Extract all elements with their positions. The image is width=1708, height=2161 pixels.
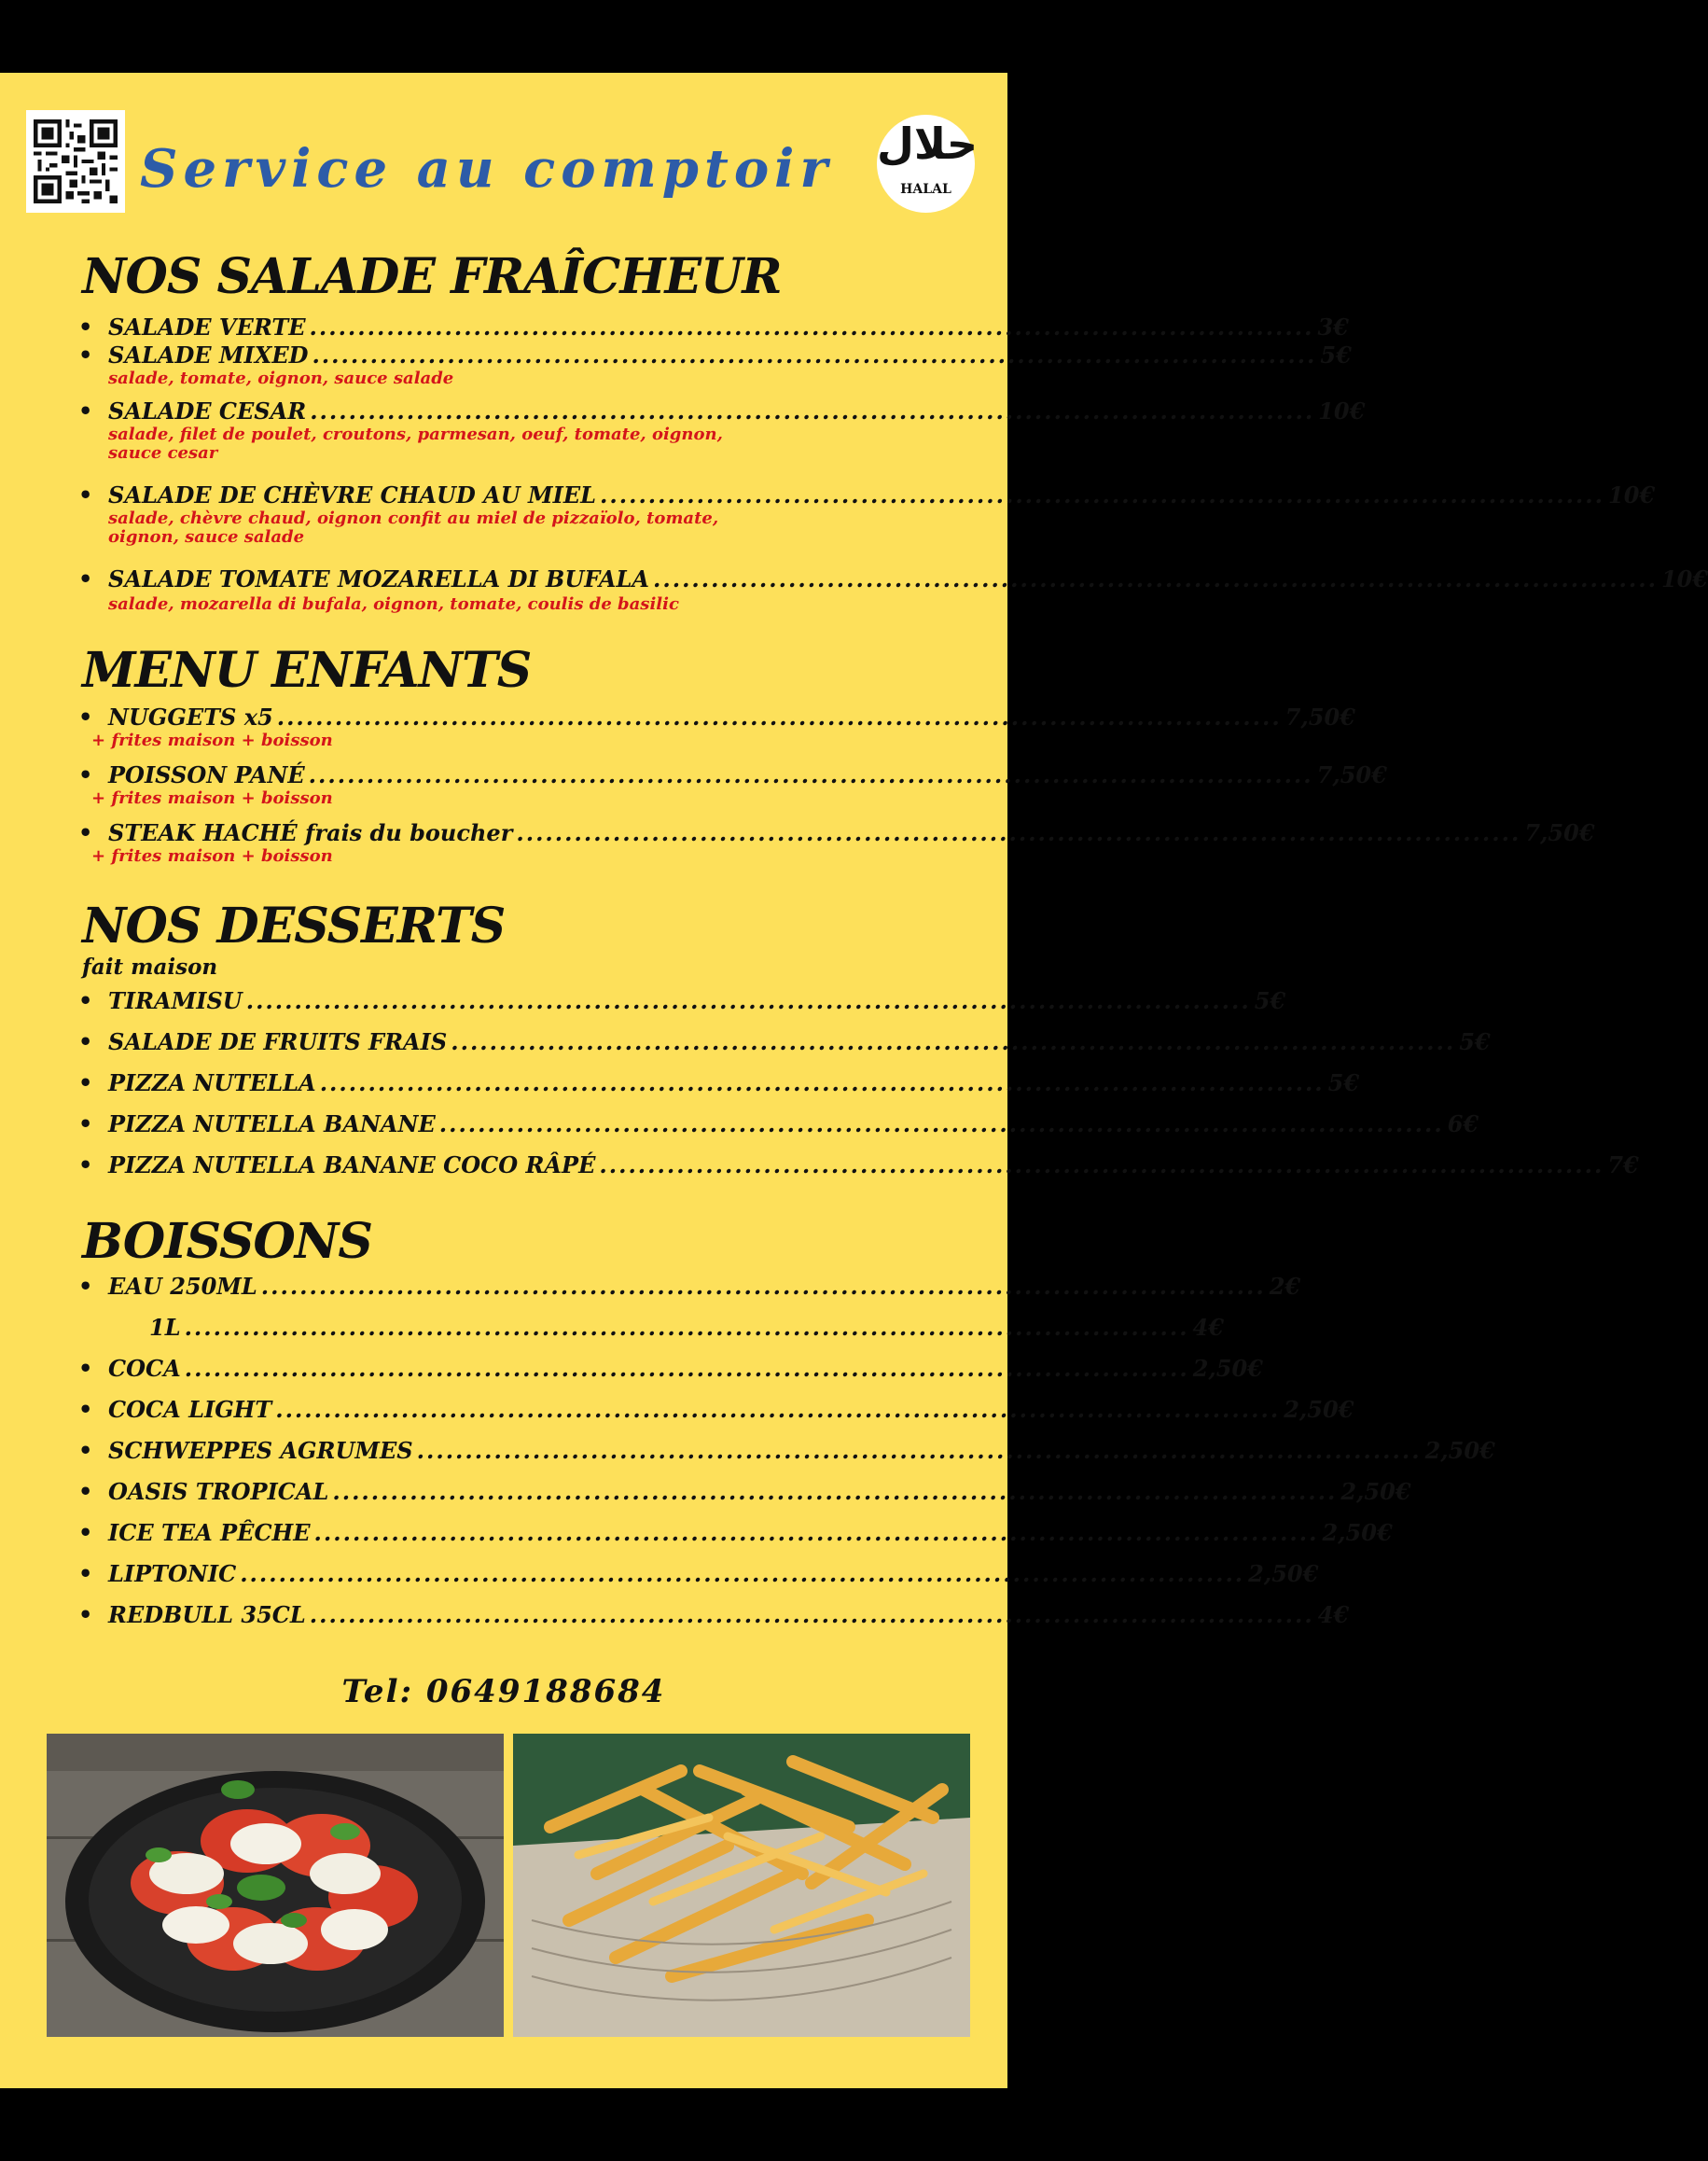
item-description: + frites maison + boisson [91, 788, 333, 808]
menu-item [78, 1069, 1360, 1096]
item-price: 5€ [1320, 342, 1352, 369]
menu-item [78, 1437, 1495, 1464]
item-price: 5€ [1459, 1028, 1491, 1055]
item-price: 7,50€ [1524, 819, 1595, 846]
menu-item [78, 704, 1355, 731]
dot-leader: ........................................................................................................ [275, 1396, 1281, 1423]
item-description: salade, chèvre chaud, oignon confit au miel de pizzaïolo, tomate, oignon, sauce salade [108, 509, 719, 547]
bullet-icon: • [78, 1601, 93, 1628]
item-name: OASIS TROPICAL [108, 1478, 329, 1505]
item-price: 10€ [1660, 565, 1708, 593]
service-title: Service au comptoir [140, 138, 833, 200]
bullet-icon: • [78, 481, 93, 509]
section-title-enfants: MENU ENFANTS [82, 642, 532, 699]
menu-item [78, 1110, 1479, 1137]
menu-item [78, 481, 1656, 509]
bullet-icon: • [78, 761, 93, 788]
menu-board [0, 73, 1708, 2088]
menu-item [78, 1151, 1639, 1178]
menu-item [78, 819, 1595, 846]
bullet-icon: • [78, 1069, 93, 1096]
bullet-icon: • [78, 1110, 93, 1137]
item-price: 2,50€ [1284, 1396, 1354, 1423]
item-description: salade, filet de poulet, croutons, parmesan, oeuf, tomate, oignon, sauce cesar [108, 425, 723, 463]
bullet-icon: • [78, 1560, 93, 1587]
dot-leader: ........................................................................................................ [260, 1273, 1266, 1300]
bullet-icon: • [78, 1273, 93, 1300]
item-price: 2,50€ [1424, 1437, 1495, 1464]
dot-leader: ........................................................................................................ [240, 1560, 1245, 1587]
dot-leader: ........................................................................................................ [516, 819, 1521, 846]
menu-item [78, 761, 1387, 788]
dot-leader: ........................................................................................................ [245, 987, 1251, 1014]
item-name: LIPTONIC [108, 1560, 237, 1587]
halal-arabic-text: حلال [877, 119, 978, 169]
item-name: SALADE DE FRUITS FRAIS [108, 1028, 448, 1055]
bullet-icon: • [78, 1151, 93, 1178]
item-price: 4€ [1317, 1601, 1350, 1628]
item-description: salade, tomate, oignon, sauce salade [108, 369, 454, 388]
dot-leader: ........................................................................................................ [653, 565, 1658, 593]
menu-item [78, 987, 1286, 1014]
caprese-salad-photo [47, 1734, 504, 2037]
item-name: PIZZA NUTELLA BANANE [108, 1110, 436, 1137]
bullet-icon: • [78, 1355, 93, 1382]
item-price: 3€ [1317, 314, 1349, 341]
bullet-icon: • [78, 987, 93, 1014]
item-name: EAU 250ML [108, 1273, 257, 1300]
item-price: 2,50€ [1192, 1355, 1263, 1382]
dot-leader: ........................................................................................................ [600, 481, 1604, 509]
bullet-icon: • [78, 1478, 93, 1505]
dot-leader: ........................................................................................................ [332, 1478, 1338, 1505]
menu-item [78, 397, 1366, 425]
menu-item [78, 1028, 1491, 1055]
menu-item [78, 1273, 1301, 1300]
item-name: SCHWEPPES AGRUMES [108, 1437, 413, 1464]
item-name: PIZZA NUTELLA [108, 1069, 316, 1096]
bullet-icon: • [78, 1437, 93, 1464]
item-description: + frites maison + boisson [91, 846, 333, 866]
menu-item [149, 1314, 1224, 1341]
bullet-icon: • [78, 819, 93, 846]
item-name: REDBULL 35CL [108, 1601, 306, 1628]
bullet-icon: • [78, 397, 93, 425]
item-price: 5€ [1327, 1069, 1360, 1096]
item-price: 2,50€ [1340, 1478, 1411, 1505]
item-price: 10€ [1318, 397, 1366, 425]
dot-leader: ........................................................................................................ [184, 1355, 1189, 1382]
item-name: POISSON PANÉ [108, 761, 305, 788]
bullet-icon: • [78, 704, 93, 731]
bullet-icon: • [78, 565, 93, 593]
item-price: 5€ [1254, 987, 1286, 1014]
item-name: 1L [149, 1314, 181, 1341]
menu-item [78, 1396, 1354, 1423]
menu-item [78, 1519, 1393, 1546]
item-name: SALADE CESAR [108, 397, 307, 425]
dot-leader: ........................................................................................................ [599, 1151, 1604, 1178]
dot-leader: ........................................................................................................ [308, 761, 1313, 788]
menu-item [78, 314, 1349, 341]
bullet-icon: • [78, 1028, 93, 1055]
item-price: 4€ [1192, 1314, 1224, 1341]
item-name: PIZZA NUTELLA BANANE COCO RÂPÉ [108, 1151, 596, 1178]
item-description: salade, mozarella di bufala, oignon, tomate, coulis de basilic [108, 594, 679, 614]
menu-item [78, 342, 1352, 369]
menu-item [78, 1560, 1319, 1587]
dot-leader: ........................................................................................................ [309, 1601, 1314, 1628]
item-price: 7,50€ [1316, 761, 1387, 788]
item-price: 2,50€ [1322, 1519, 1393, 1546]
dot-leader: ........................................................................................................ [451, 1028, 1456, 1055]
dot-leader: ........................................................................................................ [310, 397, 1315, 425]
menu-item [78, 1478, 1411, 1505]
bullet-icon: • [78, 1396, 93, 1423]
item-name: NUGGETS x5 [108, 704, 273, 731]
section-title-desserts: NOS DESSERTS [82, 898, 506, 955]
item-price: 10€ [1608, 481, 1656, 509]
halal-label: HALAL [900, 182, 951, 197]
menu-item [78, 565, 1708, 593]
dot-leader: ........................................................................................................ [438, 1110, 1444, 1137]
section-subtitle-desserts: fait maison [82, 955, 218, 980]
item-name: COCA [108, 1355, 181, 1382]
bullet-icon: • [78, 314, 93, 341]
item-price: 6€ [1447, 1110, 1479, 1137]
dot-leader: ........................................................................................................ [276, 704, 1282, 731]
item-name: ICE TEA PÊCHE [108, 1519, 311, 1546]
phone-number[interactable]: Tel: 0649188684 [341, 1673, 666, 1710]
halal-badge-icon [877, 115, 978, 213]
section-title-salades: NOS SALADE FRAÎCHEUR [82, 248, 782, 305]
item-name: SALADE VERTE [108, 314, 306, 341]
section-title-boissons: BOISSONS [82, 1213, 372, 1270]
dot-leader: ........................................................................................................ [312, 342, 1317, 369]
menu-item [78, 1355, 1263, 1382]
bullet-icon: • [78, 342, 93, 369]
item-price: 2€ [1269, 1273, 1301, 1300]
item-name: COCA LIGHT [108, 1396, 272, 1423]
qr-code-icon[interactable] [26, 110, 125, 213]
bullet-icon: • [78, 1519, 93, 1546]
item-price: 7,50€ [1284, 704, 1355, 731]
dot-leader: ........................................................................................................ [416, 1437, 1422, 1464]
fries-photo [513, 1734, 970, 2037]
item-name: SALADE DE CHÈVRE CHAUD AU MIEL [108, 481, 597, 509]
item-name: SALADE MIXED [108, 342, 309, 369]
dot-leader: ........................................................................................................ [313, 1519, 1319, 1546]
item-name: TIRAMISU [108, 987, 243, 1014]
dot-leader: ........................................................................................................ [319, 1069, 1325, 1096]
item-name: STEAK HACHÉ frais du boucher [108, 819, 513, 846]
item-price: 7€ [1607, 1151, 1639, 1178]
item-name: SALADE TOMATE MOZARELLA DI BUFALA [108, 565, 649, 593]
dot-leader: ........................................................................................................ [309, 314, 1314, 341]
item-price: 2,50€ [1248, 1560, 1319, 1587]
item-description: + frites maison + boisson [91, 731, 333, 750]
dot-leader: ........................................................................................................ [184, 1314, 1189, 1341]
menu-item [78, 1601, 1350, 1628]
